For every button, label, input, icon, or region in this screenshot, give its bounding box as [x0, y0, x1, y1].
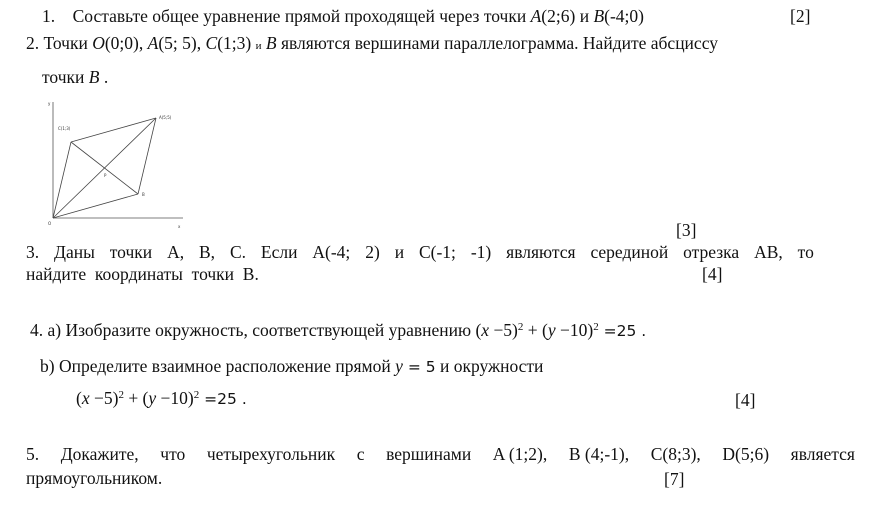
word: являются	[506, 242, 576, 262]
problem-2-score: [3]	[676, 220, 697, 240]
var-y: y	[547, 320, 556, 340]
point-a-coords: (5; 5),	[158, 33, 206, 53]
problem-2-period: .	[99, 67, 109, 87]
word: B (4;-1),	[568, 444, 630, 464]
problem-1-score: [2]	[790, 6, 811, 26]
point-b-label: B	[88, 67, 100, 87]
point-c-label: C	[205, 33, 218, 53]
problem-1-number: 1.	[42, 6, 56, 26]
var-x: x	[81, 388, 90, 408]
problem-3-line-1	[26, 242, 814, 262]
word: C(-1;	[418, 242, 456, 262]
label-a: A(5;5)	[159, 115, 172, 120]
problem-2-line-2	[42, 67, 108, 87]
problem-2-line-1	[26, 33, 718, 53]
side-ab	[138, 118, 156, 194]
parallelogram	[53, 118, 156, 218]
point-a-label: A	[530, 6, 542, 26]
var-x: x	[481, 320, 490, 340]
conjunction: и	[575, 6, 594, 26]
eq-part: −10)	[555, 320, 594, 340]
problem-1	[42, 6, 644, 26]
eq-part: + (	[123, 388, 149, 408]
exponent: 2	[593, 321, 599, 333]
word: Докажите,	[60, 444, 139, 464]
problem-4a	[30, 320, 646, 341]
label-y: y	[48, 101, 51, 106]
problem-2-text-c: точки	[42, 67, 89, 87]
eq-part: + (	[523, 320, 548, 340]
point-a-label: A	[147, 33, 159, 53]
word: C.	[229, 242, 247, 262]
problem-4-score: [4]	[735, 390, 756, 410]
word: с	[356, 444, 365, 464]
small-conjunction: и	[255, 40, 262, 52]
point-o-coords: (0;0),	[104, 33, 148, 53]
problem-4b	[40, 356, 543, 377]
side-oc	[53, 142, 71, 218]
problem-4a-text: 4. а) Изобразите окружность, соответствующей уравнению	[30, 320, 476, 340]
word: -1)	[470, 242, 492, 262]
problem-1-text: Составьте общее уравнение прямой проходящей через точки	[72, 6, 531, 26]
word: A(-4;	[312, 242, 351, 262]
word: Если	[260, 242, 298, 262]
word: A,	[167, 242, 185, 262]
eq-part: (	[475, 320, 482, 340]
problem-2-text-a: Точки	[39, 33, 93, 53]
word: серединой	[590, 242, 669, 262]
parallelogram-figure	[38, 100, 198, 230]
word: и	[394, 242, 405, 262]
var-y: y	[395, 356, 403, 376]
problem-5-score: [7]	[664, 469, 685, 489]
eq-part: −10)	[156, 388, 194, 408]
eq-part: =25 .	[598, 322, 647, 340]
problem-5-number: 5.	[26, 444, 40, 464]
label-o: O	[48, 221, 52, 226]
word: B,	[198, 242, 216, 262]
word: C(8;3),	[650, 444, 701, 464]
label-x: x	[178, 224, 181, 229]
point-b-coords: (-4;0)	[604, 6, 645, 26]
diagonal-cb	[71, 142, 138, 194]
exponent: 2	[118, 389, 124, 401]
label-b: B	[142, 192, 145, 197]
point-b-label: B	[593, 6, 605, 26]
problem-4b-text: b) Определите взаимное расположение прямой	[40, 356, 396, 376]
eq-part: −5)	[89, 388, 119, 408]
var-y: y	[148, 388, 157, 408]
word: Даны	[54, 242, 95, 262]
problem-2-number: 2.	[26, 33, 40, 53]
eq-part: −5)	[489, 320, 518, 340]
label-c: C(1;3)	[58, 126, 71, 131]
problem-4b-text-end: и окружности	[435, 356, 544, 376]
word: 2)	[365, 242, 380, 262]
eq-part: = 5	[402, 358, 436, 376]
exponent: 2	[193, 389, 200, 401]
exponent: 2	[517, 321, 524, 333]
word: то	[797, 242, 814, 262]
word: AB,	[754, 242, 783, 262]
eq-part: (	[76, 388, 82, 408]
word: является	[790, 444, 855, 464]
word: A (1;2),	[492, 444, 548, 464]
problem-3-line-2: найдите координаты точки B.	[26, 264, 259, 284]
point-a-coords: (2;6)	[541, 6, 576, 26]
word: что	[160, 444, 186, 464]
problem-3-score: [4]	[702, 264, 723, 284]
word: четырехугольник	[206, 444, 336, 464]
word: точки	[109, 242, 153, 262]
problem-3-number: 3.	[26, 242, 40, 262]
point-c-coords: (1;3)	[217, 33, 256, 53]
label-p: P	[104, 173, 107, 178]
problem-5-line-1	[26, 444, 855, 464]
problem-4b-equation	[76, 388, 247, 409]
point-o-label: O	[92, 33, 105, 53]
word: D(5;6)	[722, 444, 770, 464]
word: вершинами	[386, 444, 472, 464]
word: отрезка	[683, 242, 740, 262]
point-b-label: B	[265, 33, 277, 53]
problem-5-line-2: прямоугольником.	[26, 468, 163, 488]
problem-2-text-b: являются вершинами параллелограмма. Найдите абсциссу	[276, 33, 718, 53]
eq-part: =25 .	[199, 390, 247, 408]
